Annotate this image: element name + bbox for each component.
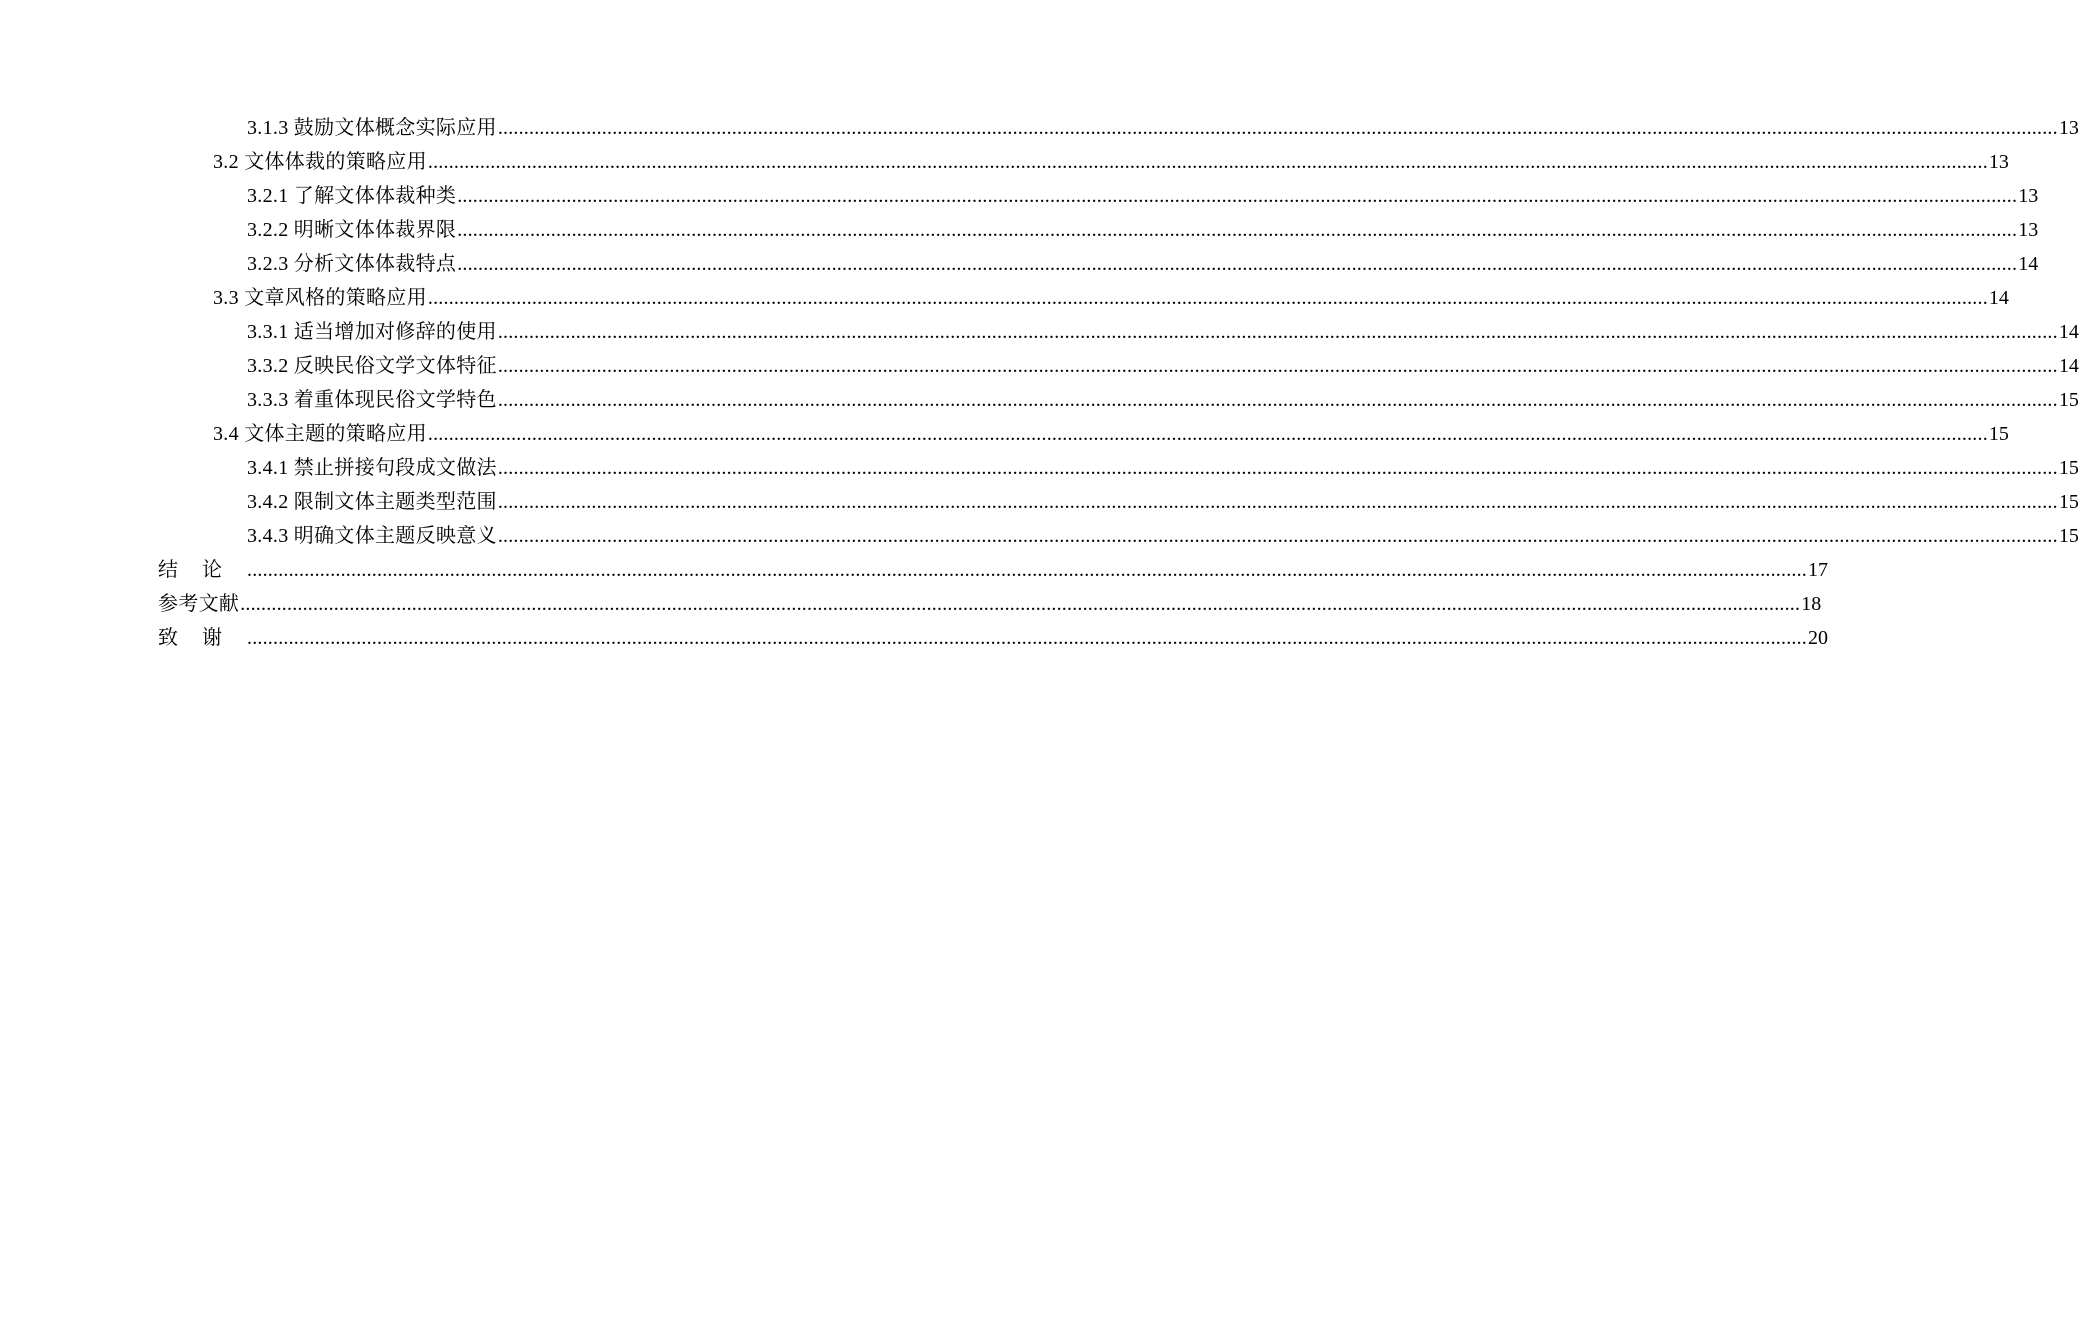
toc-page-number: 13	[1988, 151, 2009, 173]
toc-entry-title: 3.3 文章风格的策略应用	[213, 287, 427, 309]
toc-entry-3-1-3[interactable]	[0, 111, 2079, 145]
toc-entry-3-2-3[interactable]	[0, 247, 2039, 281]
toc-entry-acknowledgements[interactable]	[0, 621, 1828, 655]
toc-page-number: 15	[2058, 525, 2079, 547]
toc-leader-dots: ............................................................................................................................................................................................................................................................................................................	[457, 185, 2018, 207]
toc-leader-dots: ............................................................................................................................................................................................................................................................................................................	[497, 355, 2058, 377]
toc-entry-references[interactable]	[0, 587, 1822, 621]
toc-leader-dots: ............................................................................................................................................................................................................................................................................................................	[497, 321, 2058, 343]
toc-entry-conclusion[interactable]	[0, 553, 1828, 587]
toc-page-number: 13	[2018, 219, 2039, 241]
toc-entry-title: 3.4 文体主题的策略应用	[213, 423, 427, 445]
toc-page-number: 15	[1988, 423, 2009, 445]
toc-page-number: 15	[2058, 457, 2079, 479]
toc-page-number: 15	[2058, 389, 2079, 411]
toc-leader-dots: ............................................................................................................................................................................................................................................................................................................	[427, 423, 1988, 445]
toc-page-number: 14	[2058, 355, 2079, 377]
toc-page-number: 14	[2058, 321, 2079, 343]
toc-entry-title: 3.2.2 明晰文体体裁界限	[247, 219, 457, 241]
toc-entry-title: 3.1.3 鼓励文体概念实际应用	[247, 117, 497, 139]
toc-page-number: 13	[2018, 185, 2039, 207]
toc-leader-dots: ............................................................................................................................................................................................................................................................................................................	[497, 389, 2058, 411]
table-of-contents	[0, 111, 2079, 655]
toc-entry-3-3-3[interactable]	[0, 383, 2079, 417]
toc-entry-title: 3.4.2 限制文体主题类型范围	[247, 491, 497, 513]
toc-entry-title: 结论	[158, 559, 246, 581]
toc-entry-title: 3.3.1 适当增加对修辞的使用	[247, 321, 497, 343]
toc-page-number: 15	[2058, 491, 2079, 513]
toc-leader-dots: ............................................................................................................................................................................................................................................................................................................	[427, 151, 1988, 173]
toc-page-number: 13	[2058, 117, 2079, 139]
toc-leader-dots: ............................................................................................................................................................................................................................................................................................................	[427, 287, 1988, 309]
toc-leader-dots: ............................................................................................................................................................................................................................................................................................................	[457, 253, 2018, 275]
toc-entry-3-3-1[interactable]	[0, 315, 2079, 349]
toc-entry-3-4[interactable]	[0, 417, 2009, 451]
toc-page-number: 17	[1808, 559, 1828, 581]
toc-entry-title: 3.4.3 明确文体主题反映意义	[247, 525, 497, 547]
toc-page-number: 14	[1988, 287, 2009, 309]
toc-entry-title: 3.2.3 分析文体体裁特点	[247, 253, 457, 275]
toc-entry-title: 3.4.1 禁止拼接句段成文做法	[247, 457, 497, 479]
toc-entry-3-4-2[interactable]	[0, 485, 2079, 519]
toc-entry-3-3[interactable]	[0, 281, 2009, 315]
toc-entry-3-4-3[interactable]	[0, 519, 2079, 553]
toc-leader-dots: ............................................................................................................................................................................................................................................................................................................	[497, 457, 2058, 479]
toc-entry-3-2-2[interactable]	[0, 213, 2039, 247]
toc-leader-dots: ............................................................................................................................................................................................................................................................................................................	[247, 559, 1807, 581]
toc-leader-dots: ............................................................................................................................................................................................................................................................................................................	[240, 593, 1801, 615]
toc-entry-3-3-2[interactable]	[0, 349, 2079, 383]
toc-entry-3-4-1[interactable]	[0, 451, 2079, 485]
toc-leader-dots: ............................................................................................................................................................................................................................................................................................................	[497, 491, 2058, 513]
toc-page-number: 20	[1808, 627, 1828, 649]
toc-entry-3-2-1[interactable]	[0, 179, 2039, 213]
toc-entry-title: 3.3.3 着重体现民俗文学特色	[247, 389, 497, 411]
toc-entry-title: 3.2.1 了解文体体裁种类	[247, 185, 457, 207]
toc-entry-title: 致谢	[158, 627, 246, 649]
toc-entry-3-2[interactable]	[0, 145, 2009, 179]
toc-leader-dots: ............................................................................................................................................................................................................................................................................................................	[457, 219, 2018, 241]
toc-entry-title: 3.3.2 反映民俗文学文体特征	[247, 355, 497, 377]
toc-leader-dots: ............................................................................................................................................................................................................................................................................................................	[497, 525, 2058, 547]
toc-page-number: 18	[1801, 593, 1822, 615]
toc-page-number: 14	[2018, 253, 2039, 275]
toc-leader-dots: ............................................................................................................................................................................................................................................................................................................	[497, 117, 2058, 139]
toc-entry-title: 3.2 文体体裁的策略应用	[213, 151, 427, 173]
toc-leader-dots: ............................................................................................................................................................................................................................................................................................................	[247, 627, 1807, 649]
toc-entry-title: 参考文献	[158, 593, 240, 615]
